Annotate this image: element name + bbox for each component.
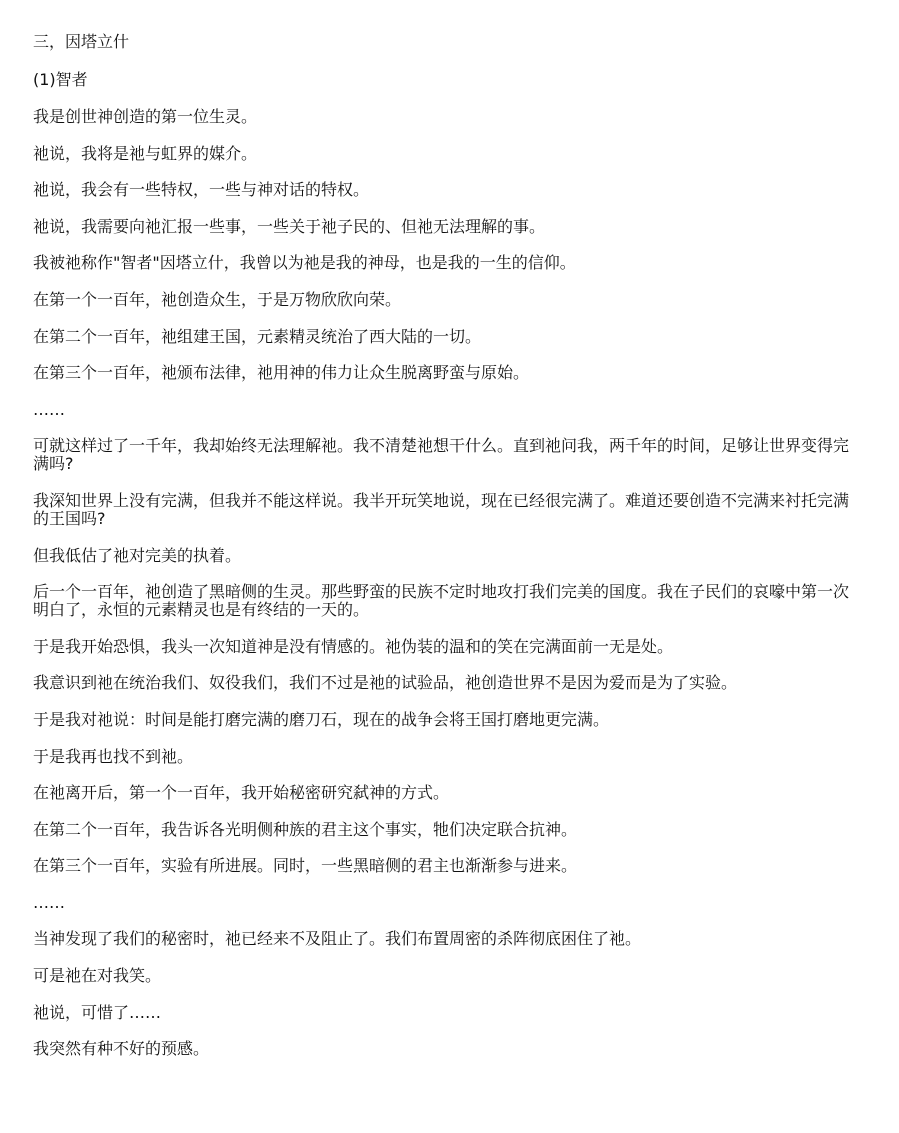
paragraph: 在祂离开后，第一个一百年，我开始秘密研究弑神的方式。 — [33, 783, 450, 803]
paragraph: 可就这样过了一千年，我却始终无法理解祂。我不清楚祂想干什么。直到祂问我，两千年的时间，足够让世界变得完满吗? — [33, 436, 850, 474]
document-body — [33, 33, 859, 1077]
paragraph: 祂说，我会有一些特权，一些与神对话的特权。 — [33, 180, 370, 200]
paragraph: 在第一个一百年，祂创造众生，于是万物欣欣向荣。 — [33, 289, 402, 309]
section-title: 三，因塔立什 — [33, 32, 130, 51]
paragraph: 但我低估了祂对完美的执着。 — [33, 545, 242, 565]
subsection-title: (1)智者 — [33, 69, 88, 89]
paragraph: 在第二个一百年，祂组建王国，元素精灵统治了西大陆的一切。 — [33, 326, 482, 346]
paragraph: 祂说，我将是祂与虹界的媒介。 — [33, 143, 258, 163]
paragraph: 于是我开始恐惧，我头一次知道神是没有情感的。祂伪装的温和的笑在完满面前一无是处。 — [33, 636, 674, 656]
paragraph: 我被祂称作"智者"因塔立什，我曾以为祂是我的神母，也是我的一生的信仰。 — [33, 253, 576, 273]
paragraph: 我是创世神创造的第一位生灵。 — [33, 107, 258, 126]
paragraph: 于是我再也找不到祂。 — [33, 746, 194, 766]
paragraph: 可是祂在对我笑。 — [33, 966, 162, 986]
paragraph: 后一个一百年，祂创造了黑暗侧的生灵。那些野蛮的民族不定时地攻打我们完美的国度。我在子民们的哀嚎中第一次明白了，永恒的元素精灵也是有终结的一天的。 — [33, 582, 850, 620]
paragraph: 我深知世界上没有完满，但我并不能这样说。我半开玩笑地说，现在已经很完满了。难道还要创造不完满来衬托完满的王国吗? — [33, 490, 850, 528]
paragraph: 我突然有种不好的预感。 — [33, 1039, 210, 1059]
paragraph: 我意识到祂在统治我们、奴役我们，我们不过是祂的试验品，祂创造世界不是因为爱而是为了实验。 — [33, 673, 738, 693]
paragraph: 在第三个一百年，祂颁布法律，祂用神的伟力让众生脱离野蛮与原始。 — [33, 363, 530, 383]
paragraph: 祂说，可惜了…… — [33, 1002, 162, 1022]
paragraph: 于是我对祂说：时间是能打磨完满的磨刀石，现在的战争会将王国打磨地更完满。 — [33, 709, 610, 729]
paragraph: 当神发现了我们的秘密时，祂已经来不及阻止了。我们布置周密的杀阵彻底困住了祂。 — [33, 929, 642, 949]
paragraph: 祂说，我需要向祂汇报一些事，一些关于祂子民的、但祂无法理解的事。 — [33, 216, 546, 236]
paragraph: 在第二个一百年，我告诉各光明侧种族的君主这个事实，牠们决定联合抗神。 — [33, 819, 578, 839]
ellipsis-separator: …… — [33, 892, 65, 912]
paragraph: 在第三个一百年，实验有所进展。同时，一些黑暗侧的君主也渐渐参与进来。 — [33, 856, 578, 876]
ellipsis-separator: …… — [33, 399, 65, 419]
